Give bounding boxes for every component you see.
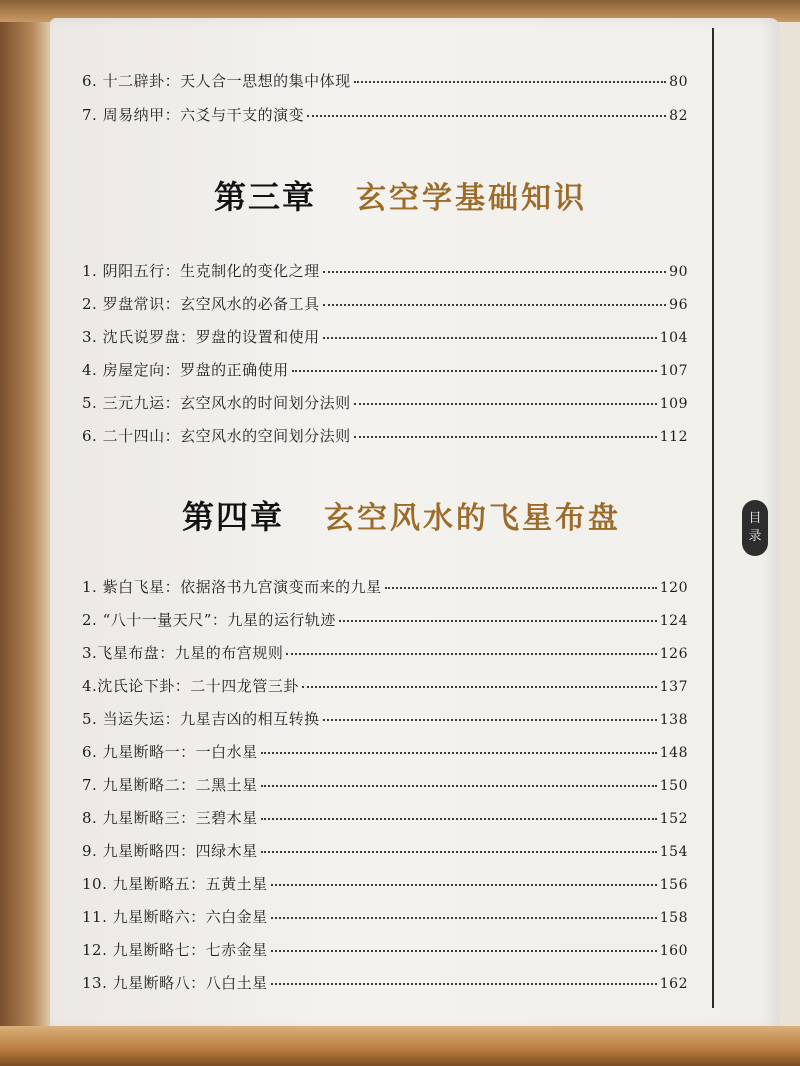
toc-entry-page: 152	[659, 811, 688, 827]
leader-dots	[302, 674, 657, 688]
leader-dots	[261, 773, 657, 787]
toc-entry-page: 138	[659, 712, 688, 728]
toc-entry-title: 7. 周易纳甲：六爻与干支的演变	[82, 106, 305, 124]
toc-entry	[82, 359, 688, 385]
toc-entry	[82, 326, 688, 352]
toc-entry-page: 148	[659, 745, 688, 761]
leader-dots	[354, 424, 657, 438]
toc-entry-title: 1. 阴阳五行：生克制化的变化之理	[82, 262, 320, 280]
toc-entry	[82, 708, 688, 734]
toc-entry-page: 120	[659, 580, 688, 596]
toc-entry	[82, 906, 688, 932]
leader-dots	[323, 259, 667, 273]
toc-entry	[82, 939, 688, 965]
toc-entry-title: 1. 紫白飞星：依据洛书九宫演变而来的九星	[82, 578, 382, 596]
toc-entry-page: 137	[659, 679, 688, 695]
toc-entry-page: 96	[669, 297, 688, 313]
toc-entry	[82, 807, 688, 833]
toc-entry-title: 5. 当运失运：九星吉凶的相互转换	[82, 710, 320, 728]
leader-dots	[307, 103, 666, 117]
toc-entry-page: 80	[669, 74, 688, 90]
toc-entry-title: 4.沈氏论下卦：二十四龙管三卦	[82, 677, 299, 695]
leader-dots	[339, 608, 657, 622]
toc-entry-title: 6. 九星断略一：一白水星	[82, 743, 258, 761]
leader-dots	[385, 575, 657, 589]
leader-dots	[323, 707, 657, 721]
toc-entry	[82, 70, 688, 96]
toc-entry-title: 6. 十二辟卦：天人合一思想的集中体现	[82, 72, 351, 90]
toc-entry-title: 2. “八十一量天尺”：九星的运行轨迹	[82, 611, 336, 629]
toc-entry	[82, 425, 688, 451]
toc-entry-title: 10. 九星断略五：五黄土星	[82, 875, 268, 893]
toc-entry-page: 156	[659, 877, 688, 893]
toc-entry-title: 13. 九星断略八：八白土星	[82, 974, 268, 992]
leader-dots	[323, 325, 657, 339]
toc-entry-title: 8. 九星断略三：三碧木星	[82, 809, 258, 827]
toc-entry-title: 7. 九星断略二：二黑土星	[82, 776, 258, 794]
toc-entry	[82, 293, 688, 319]
toc-entry	[82, 675, 688, 701]
toc-entry-page: 150	[659, 778, 688, 794]
toc-entry-page: 124	[659, 613, 688, 629]
toc-entry-title: 6. 二十四山：玄空风水的空间划分法则	[82, 427, 351, 445]
toc-entry-page: 154	[659, 844, 688, 860]
toc-entry	[82, 774, 688, 800]
toc-entry	[82, 104, 688, 130]
toc-entry	[82, 260, 688, 286]
toc-entry-page: 162	[659, 976, 688, 992]
leader-dots	[261, 806, 657, 820]
toc-entry	[82, 392, 688, 418]
chapter-name: 玄空学基础知识	[356, 181, 588, 216]
toc-entry	[82, 609, 688, 635]
toc-entry-title: 5. 三元九运：玄空风水的时间划分法则	[82, 394, 351, 412]
page-margin-rule	[712, 28, 714, 1008]
toc-entry-page: 160	[659, 943, 688, 959]
chapter-name: 玄空风水的飞星布盘	[324, 501, 622, 536]
toc-entry-page: 107	[659, 363, 688, 379]
toc-entry-page: 82	[669, 108, 688, 124]
leader-dots	[286, 641, 656, 655]
leader-dots	[271, 938, 657, 952]
leader-dots	[292, 358, 657, 372]
leader-dots	[271, 971, 657, 985]
toc-entry-title: 4. 房屋定向：罗盘的正确使用	[82, 361, 289, 379]
toc-entry-title: 11. 九星断略六：六白金星	[82, 908, 268, 926]
toc-entry-title: 9. 九星断略四：四绿木星	[82, 842, 258, 860]
toc-entry	[82, 642, 688, 668]
toc-side-tab	[742, 500, 768, 556]
toc-entry-title: 3.飞星布盘：九星的布宫规则	[82, 644, 284, 662]
leader-dots	[261, 740, 657, 754]
chapter-heading	[214, 172, 587, 218]
chapter-number: 第三章	[214, 178, 317, 216]
chapter-heading	[182, 492, 621, 538]
toc-entry-title: 2. 罗盘常识：玄空风水的必备工具	[82, 295, 320, 313]
leader-dots	[271, 905, 657, 919]
toc-entry-page: 158	[659, 910, 688, 926]
toc-entry-title: 12. 九星断略七：七赤金星	[82, 941, 268, 959]
leader-dots	[354, 69, 667, 83]
toc-entry	[82, 741, 688, 767]
chapter-number: 第四章	[182, 498, 285, 536]
toc-entry	[82, 873, 688, 899]
leader-dots	[271, 872, 657, 886]
leader-dots	[261, 839, 657, 853]
toc-entry	[82, 972, 688, 998]
book-edge-bottom	[0, 1026, 800, 1066]
toc-entry-page: 90	[669, 264, 688, 280]
side-tab-char: 录	[748, 529, 762, 544]
toc-entry-page: 112	[659, 429, 688, 445]
leader-dots	[354, 391, 657, 405]
toc-entry-title: 3. 沈氏说罗盘：罗盘的设置和使用	[82, 328, 320, 346]
toc-entry-page: 126	[659, 646, 688, 662]
toc-entry	[82, 840, 688, 866]
toc-entry-page: 109	[659, 396, 688, 412]
toc-entry-page: 104	[659, 330, 688, 346]
side-tab-char: 目	[748, 511, 762, 526]
leader-dots	[323, 292, 667, 306]
toc-entry	[82, 576, 688, 602]
